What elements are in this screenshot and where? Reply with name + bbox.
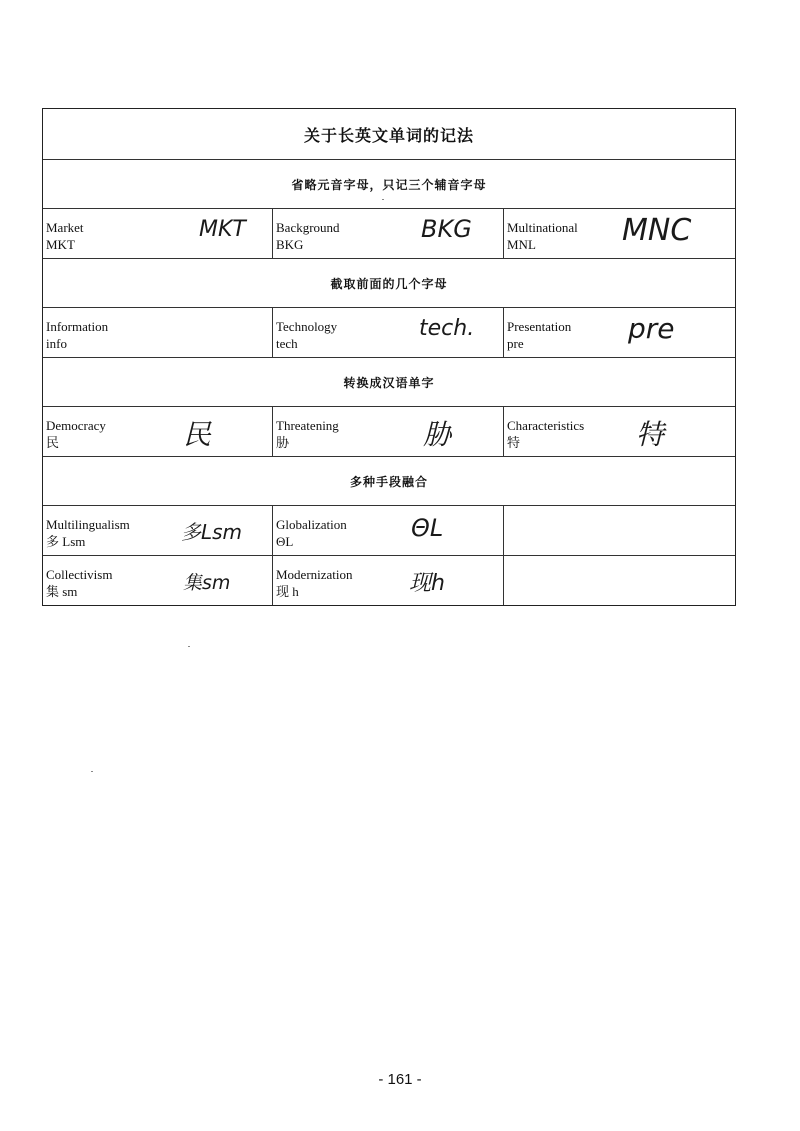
handwritten-note: 集sm [183, 572, 231, 594]
word-cell [43, 407, 272, 456]
abbreviation: 民 [46, 435, 60, 450]
abbreviation: MNL [507, 237, 536, 252]
section-heading-row [43, 159, 735, 208]
empty-cell [503, 556, 735, 605]
english-word: Democracy [46, 418, 106, 433]
english-word: Threatening [276, 418, 339, 433]
word-cell [503, 308, 735, 357]
table-row [43, 208, 735, 258]
handwritten-note: 民 [183, 418, 212, 451]
english-word: Market [46, 220, 84, 235]
abbreviation: 集 sm [46, 584, 78, 599]
section-heading: 省略元音字母，只记三个辅音字母 [291, 177, 487, 192]
handwritten-note: BKG [421, 215, 472, 243]
section-heading-row [43, 357, 735, 406]
english-word: Multilingualism [46, 517, 130, 532]
english-word: Collectivism [46, 567, 113, 582]
word-cell [43, 556, 272, 605]
word-cell [272, 506, 503, 555]
table-row [43, 307, 735, 357]
word-cell [272, 209, 503, 258]
word-cell [43, 308, 272, 357]
table-title-row [43, 109, 735, 159]
word-cell [43, 506, 272, 555]
english-word: Characteristics [507, 418, 585, 433]
handwritten-note: 特 [636, 418, 665, 451]
abbreviation: 特 [507, 435, 521, 450]
handwritten-note: tech. [419, 316, 475, 341]
handwritten-note: MKT [199, 217, 246, 242]
abbreviation: 胁 [276, 435, 290, 450]
memory-methods-table [42, 108, 736, 606]
english-word: Globalization [276, 517, 347, 532]
english-word: Presentation [507, 319, 572, 334]
section-heading-row [43, 258, 735, 307]
english-word: Modernization [276, 567, 353, 582]
word-cell [503, 209, 735, 258]
english-word: Multinational [507, 220, 578, 235]
word-cell [503, 407, 735, 456]
table-row [43, 406, 735, 456]
handwritten-note: pre [628, 312, 675, 345]
empty-cell [503, 506, 735, 555]
word-cell [272, 308, 503, 357]
handwritten-note: 多Lsm [181, 520, 243, 544]
abbreviation: BKG [276, 237, 304, 252]
section-heading-row [43, 456, 735, 505]
table-row [43, 555, 735, 605]
handwritten-note: 胁 [423, 418, 452, 451]
english-word: Background [276, 220, 340, 235]
word-cell [272, 556, 503, 605]
abbreviation: tech [276, 336, 298, 351]
abbreviation: info [46, 336, 67, 351]
scan-speck [91, 771, 93, 772]
english-word: Technology [276, 319, 338, 334]
page-number: - 161 - [378, 1071, 422, 1088]
section-heading: 截取前面的几个字母 [330, 276, 448, 291]
section-heading: 转换成汉语单字 [343, 375, 435, 390]
table-row [43, 505, 735, 555]
abbreviation: pre [507, 336, 524, 351]
handwritten-note: 现h [409, 571, 445, 596]
abbreviation: ΘL [276, 534, 294, 549]
word-cell [43, 209, 272, 258]
abbreviation: MKT [46, 237, 75, 252]
word-cell [272, 407, 503, 456]
english-word: Information [46, 319, 109, 334]
handwritten-note: ΘL [411, 514, 444, 542]
abbreviation: 现 h [276, 584, 299, 599]
handwritten-note: MNC [622, 213, 692, 248]
table-title: 关于长英文单词的记法 [303, 127, 474, 145]
abbreviation: 多 Lsm [46, 534, 86, 549]
scan-speck [188, 646, 190, 647]
section-heading: 多种手段融合 [349, 474, 428, 489]
